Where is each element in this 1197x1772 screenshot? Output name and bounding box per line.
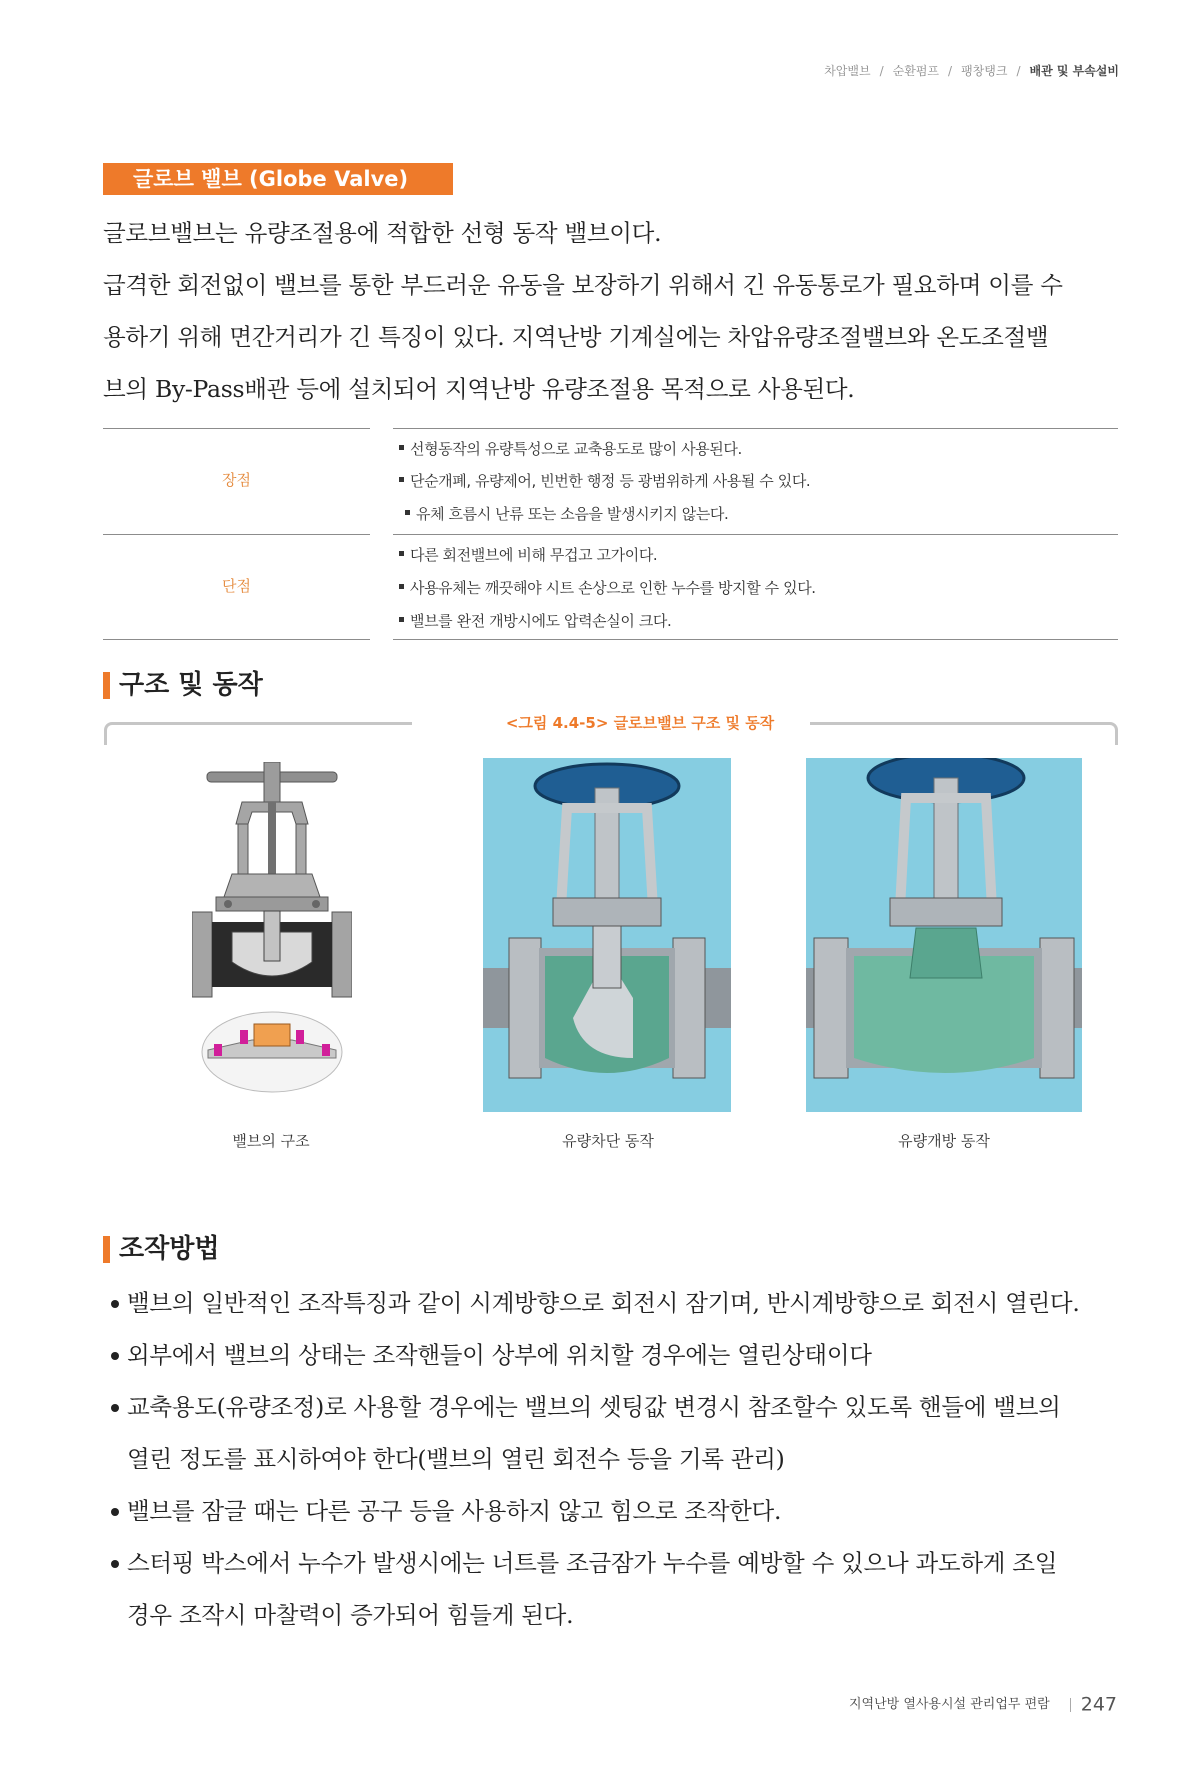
operation-item: 밸브의 일반적인 조작특징과 같이 시계방향으로 회전시 잠기며, 반시계방향으로 회전시 열린다. bbox=[103, 1277, 1118, 1329]
bullet-dot-icon bbox=[111, 1352, 119, 1360]
valve-open-image bbox=[806, 758, 1082, 1112]
cons-item: 밸브를 완전 개방시에도 압력손실이 크다. bbox=[399, 610, 671, 631]
operation-heading: 조작방법 bbox=[103, 1233, 219, 1265]
pros-row bbox=[103, 428, 1118, 534]
pros-item: 단순개폐, 유량제어, 빈번한 행정 등 광범위하게 사용될 수 있다. bbox=[399, 470, 810, 491]
breadcrumb-item[interactable]: 차압밸브 bbox=[824, 64, 871, 78]
cons-label: 단점 bbox=[222, 577, 251, 595]
page-footer bbox=[849, 1693, 1117, 1716]
image-label-structure: 밸브의 구조 bbox=[232, 1132, 310, 1150]
breadcrumb bbox=[824, 62, 1119, 79]
cons-row bbox=[103, 534, 1118, 640]
intro-line: 급격한 회전없이 밸브를 통한 부드러운 유동을 보장하기 위해서 긴 유동통로가 필요하며 이를 수 bbox=[103, 271, 1063, 299]
pros-label: 장점 bbox=[222, 471, 251, 489]
figure-bracket-left bbox=[104, 722, 412, 745]
section-title: 글로브 밸브 (Globe Valve) bbox=[103, 163, 453, 195]
intro-line: 글로브밸브는 유량조절용에 적합한 선형 동작 밸브이다. bbox=[103, 219, 662, 247]
valve-structure-illustration bbox=[192, 762, 352, 1094]
operation-item: 교축용도(유량조정)로 사용할 경우에는 밸브의 셋팅값 변경시 참조할수 있도록 핸들에 밸브의 열린 정도를 표시하여야 한다(밸브의 열린 회전수 등을 기록 관리) bbox=[103, 1381, 1118, 1485]
bullet-square-icon bbox=[399, 445, 404, 450]
bullet-square-icon bbox=[399, 477, 404, 482]
operation-item: 스터핑 박스에서 누수가 발생시에는 너트를 조금잠가 누수를 예방할 수 있으나 과도하게 조일 경우 조작시 마찰력이 증가되어 힘들게 된다. bbox=[103, 1537, 1118, 1641]
breadcrumb-separator: / bbox=[1016, 64, 1021, 78]
pros-label-cell bbox=[103, 428, 370, 533]
cons-items-cell bbox=[393, 534, 1118, 640]
intro-paragraph bbox=[103, 207, 1118, 415]
bullet-square-icon bbox=[405, 510, 410, 515]
intro-line: 브의 By-Pass배관 등에 설치되어 지역난방 유량조절용 목적으로 사용된다. bbox=[103, 375, 855, 403]
bullet-dot-icon bbox=[111, 1404, 119, 1412]
cons-item: 다른 회전밸브에 비해 무겁고 고가이다. bbox=[399, 544, 657, 565]
heading-accent-bar bbox=[103, 1236, 110, 1263]
bullet-square-icon bbox=[399, 551, 404, 556]
operation-item: 외부에서 밸브의 상태는 조작핸들이 상부에 위치할 경우에는 열린상태이다 bbox=[103, 1329, 1118, 1381]
heading-accent-bar bbox=[103, 672, 110, 699]
footer-title: 지역난방 열사용시설 관리업무 편람 bbox=[848, 1697, 1050, 1712]
valve-closed-image bbox=[483, 758, 731, 1112]
image-label-open: 유량개방 동작 bbox=[898, 1132, 990, 1150]
intro-line: 용하기 위해 면간거리가 긴 특징이 있다. 지역난방 기계실에는 차압유량조절밸브와 온도조절밸 bbox=[103, 323, 1049, 351]
pros-item: 유체 흐름시 난류 또는 소음을 발생시키지 않는다. bbox=[405, 503, 728, 524]
cons-label-cell bbox=[103, 534, 370, 640]
bullet-dot-icon bbox=[111, 1508, 119, 1516]
pros-cons-table bbox=[103, 428, 1118, 640]
cons-item: 사용유체는 깨끗해야 시트 손상으로 인한 누수를 방지할 수 있다. bbox=[399, 577, 816, 598]
figure-caption: <그림 4.4-5> 글로브밸브 구조 및 동작 bbox=[505, 714, 775, 732]
footer-divider bbox=[1070, 1698, 1071, 1712]
breadcrumb-separator: / bbox=[879, 64, 884, 78]
operation-list bbox=[103, 1277, 1118, 1641]
structure-heading: 구조 및 동작 bbox=[103, 669, 263, 701]
image-label-closed: 유량차단 동작 bbox=[562, 1132, 654, 1150]
page-number: 247 bbox=[1080, 1693, 1117, 1716]
bullet-dot-icon bbox=[111, 1300, 119, 1308]
breadcrumb-current: 배관 및 부속설비 bbox=[1029, 64, 1119, 78]
breadcrumb-item[interactable]: 순환펌프 bbox=[892, 64, 940, 78]
bullet-square-icon bbox=[399, 584, 404, 589]
breadcrumb-item[interactable]: 팽창탱크 bbox=[961, 64, 1008, 78]
operation-item: 밸브를 잠글 때는 다른 공구 등을 사용하지 않고 힘으로 조작한다. bbox=[103, 1485, 1118, 1537]
pros-item: 선형동작의 유량특성으로 교축용도로 많이 사용된다. bbox=[399, 438, 742, 459]
pros-items-cell bbox=[393, 428, 1118, 533]
bullet-dot-icon bbox=[111, 1560, 119, 1568]
breadcrumb-separator: / bbox=[948, 64, 953, 78]
bullet-square-icon bbox=[399, 617, 404, 622]
